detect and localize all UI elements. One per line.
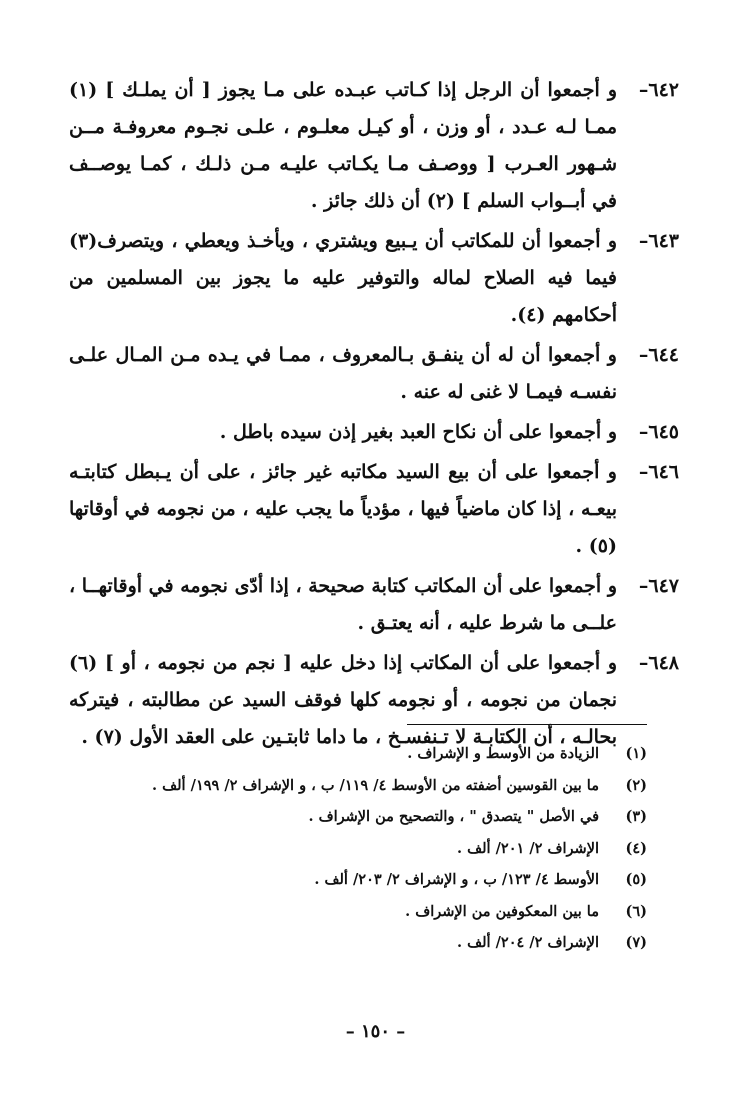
footnote-5 — [87, 864, 647, 896]
entry-number: ٦٤٦– — [638, 461, 679, 483]
entry-text: و أجمعوا أن الرجل إذا كـاتب عبـده على مـا يجوز [ أن يملـك ] (١) ممـا لـه عـدد ، أو وزن ، أو كيـل معلـوم ، علـى نجـوم معروفـة مــن شـهور العـرب [ ووصـف مـا يكـاتب عليـه مـن ذلـك ، كمـا يوصــف في أبــواب السلم ] (٢) أن ذلك جائز . — [69, 79, 617, 212]
entry-number: ٦٤٨– — [638, 652, 679, 674]
entry-643 — [69, 223, 679, 334]
entry-644 — [69, 337, 679, 411]
footnote-text: في الأصل " يتصدق " ، والتصحيح من الإشراف . — [308, 808, 599, 825]
entry-642 — [69, 72, 679, 220]
footnote-text: ما بين المعكوفين من الإشراف . — [405, 902, 599, 920]
footnote-separator — [407, 724, 647, 725]
entry-text: و أجمعوا أن له أن ينفـق بـالمعروف ، ممـا في يـده مـن المـال علـى نفسـه فيمـا لا غنى له عنه . — [69, 344, 617, 403]
footnote-text: الإشراف ٢/ ٢٠١/ ألف . — [457, 839, 599, 857]
footnote-text: الزيادة من الأوسط و الإشراف . — [407, 745, 599, 762]
footnote-1 — [87, 738, 647, 770]
entry-number: ٦٤٥– — [638, 421, 679, 443]
footnote-text: الأوسط ٤/ ١٢٣/ ب ، و الإشراف ٢/ ٢٠٣/ ألف . — [314, 871, 599, 888]
entry-number: ٦٤٧– — [638, 575, 679, 597]
entry-646 — [69, 454, 679, 565]
footnote-4 — [87, 833, 647, 865]
entry-text: و أجمعوا على أن بيع السيد مكاتبه غير جائز ، على أن يـبطل كتابتـه بيعـه ، إذا كان ماضياً فيها ، مؤدياً ما يجب عليه ، من نجومه في أوقاتها (٥) . — [69, 461, 617, 557]
footnote-7 — [87, 927, 647, 959]
footnote-6 — [87, 896, 647, 928]
entry-text: و أجمعوا على أن المكاتب كتابة صحيحة ، إذا أدّى نجومه في أوقاتهــا ، علــى ما شرط عليه ، أنه يعتـق . — [69, 575, 617, 634]
footnote-text: ما بين القوسين أضفته من الأوسط ٤/ ١١٩/ ب ، و الإشراف ٢/ ١٩٩/ ألف . — [152, 776, 599, 794]
footnote-number: (٧) — [625, 934, 647, 951]
footnotes — [87, 738, 647, 959]
entry-text: و أجمعوا على أن نكاح العبد بغير إذن سيده باطل . — [219, 421, 617, 443]
entry-number: ٦٤٢– — [638, 79, 679, 101]
footnote-number: (٦) — [625, 902, 647, 920]
footnote-text: الإشراف ٢/ ٢٠٤/ ألف . — [457, 934, 599, 951]
entry-text: و أجمعوا على أن المكاتب إذا دخل عليه [ نجم من نجومه ، أو ] (٦) نجمان من نجومه ، أو نجومه كلها فوقف السيد عن مطالبته ، فيتركه بحالـه ، أن الكتابـة لا تـنفسـخ ، ما داما ثابتـين على العقد الأول (٧) . — [69, 652, 617, 748]
footnote-number: (٣) — [625, 808, 647, 825]
entry-647 — [69, 568, 679, 642]
footnote-number: (٤) — [625, 839, 647, 857]
footnote-2 — [87, 770, 647, 802]
footnote-number: (٢) — [625, 776, 647, 794]
main-text — [69, 72, 679, 759]
entry-text: و أجمعوا أن للمكاتب أن يـبيع ويشتري ، ويأخـذ ويعطي ، ويتصرف(٣) فيما فيه الصلاح لماله والتوفير عليه ما يجوز بين المسلمين من أحكامهم (٤). — [69, 230, 617, 326]
footnote-number: (٥) — [625, 871, 647, 888]
entry-number: ٦٤٤– — [638, 344, 679, 366]
page-number: – ١٥٠ – — [345, 1021, 406, 1042]
entry-645 — [69, 414, 679, 451]
footnote-number: (١) — [625, 745, 647, 762]
footnote-3 — [87, 801, 647, 833]
entry-number: ٦٤٣– — [638, 230, 679, 252]
